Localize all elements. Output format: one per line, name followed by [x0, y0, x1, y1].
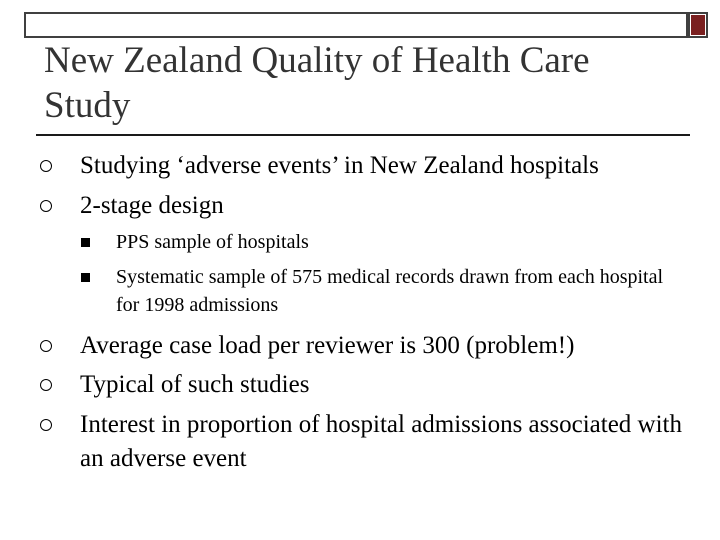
hollow-circle-icon [40, 340, 52, 352]
bullet-text: 2-stage design [80, 192, 224, 219]
filled-square-icon [81, 273, 90, 282]
bullet-text: Studying ‘adverse events’ in New Zealand hospitals [80, 152, 599, 179]
bullet-text: Interest in proportion of hospital admissions associated with an adverse event [80, 411, 682, 472]
bullet-text: Typical of such studies [80, 371, 310, 398]
slide-title: New Zealand Quality of Health Care Study [44, 40, 590, 126]
hollow-circle-icon [40, 379, 52, 391]
hollow-circle-icon [40, 200, 52, 212]
hollow-circle-icon [40, 419, 52, 431]
hollow-circle-icon [40, 160, 52, 172]
bullet-text: Average case load per reviewer is 300 (problem!) [80, 332, 575, 359]
sub-bullet-text: Systematic sample of 575 medical records drawn from each hospital for 1998 admissions [116, 266, 664, 316]
filled-square-icon [81, 238, 90, 247]
sub-bullet-text: PPS sample of hospitals [116, 231, 309, 253]
